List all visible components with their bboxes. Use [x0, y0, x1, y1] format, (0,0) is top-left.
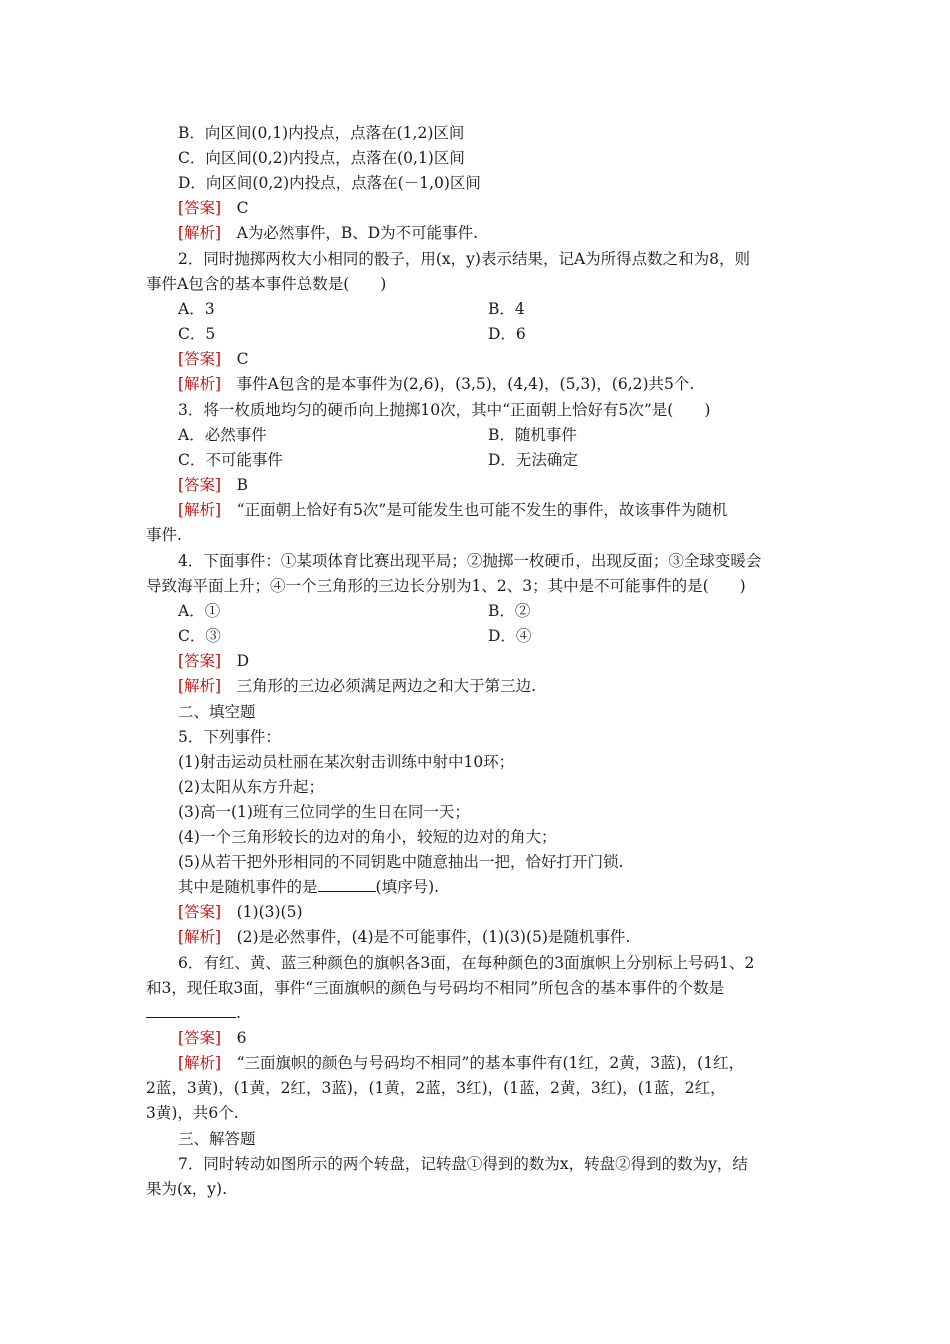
q3-option-c: C．不可能事件: [178, 451, 283, 469]
q5-item-4: (4)一个三角形较长的边对的角小，较短的边对的角大；: [178, 828, 557, 846]
analysis-text: 事件A包含的是本事件为(2,6)，(3,5)，(4,4)，(5,3)，(6,2)共5个.: [236, 375, 695, 393]
q2-option-c: C．5: [178, 325, 216, 343]
question-7-line-2: 果为(x，y).: [146, 1180, 228, 1198]
question-6-line-1: 6．有红、黄、蓝三种颜色的旗帜各3面，在每种颜色的3面旗帜上分别标上号码1、2: [178, 954, 755, 972]
q5-item-1: (1)射击运动员杜丽在某次射击训练中射中10环；: [178, 753, 515, 771]
answer-line: [178, 651, 249, 671]
analysis-text: “正面朝上恰好有5次”是可能发生也可能不发生的事件，故该事件为随机: [236, 501, 728, 519]
answer-tag: [答案]: [178, 903, 222, 921]
q4-option-d: D．④: [488, 627, 532, 645]
question-7-line-1: 7．同时转动如图所示的两个转盘，记转盘①得到的数为x，转盘②得到的数为y，结: [178, 1155, 748, 1173]
q6-period: .: [236, 1004, 241, 1022]
q5-prompt-text: 其中是随机事件的是: [178, 878, 318, 896]
answer-line: [178, 349, 249, 369]
answer-tag: [答案]: [178, 1029, 222, 1047]
answer-line: [178, 902, 303, 922]
q4-option-b: B．②: [488, 602, 531, 620]
option-b-line: B．向区间(0,1)内投点，点落在(1,2)区间: [178, 124, 465, 142]
analysis-text: A为必然事件，B、D为不可能事件.: [236, 224, 479, 242]
q4-option-a: A．①: [178, 602, 221, 620]
answer-value: B: [236, 476, 249, 494]
question-4-line-2: 导致海平面上升；④一个三角形的三边长分别为1、2、3；其中是不可能事件的是( ): [146, 577, 746, 595]
answer-tag: [答案]: [178, 199, 222, 217]
q5-item-2: (2)太阳从东方升起；: [178, 778, 324, 796]
q2-option-d: D．6: [488, 325, 526, 343]
answer-tag: [答案]: [178, 652, 222, 670]
answer-value: (1)(3)(5): [236, 903, 303, 921]
answer-blank: [318, 877, 376, 892]
analysis-text: (2)是必然事件，(4)是不可能事件，(1)(3)(5)是随机事件.: [236, 928, 631, 946]
q5-item-5: (5)从若干把外形相同的不同钥匙中随意抽出一把，恰好打开门锁.: [178, 853, 624, 871]
q3-option-b: B．随机事件: [488, 426, 577, 444]
question-2-line-1: 2．同时抛掷两枚大小相同的骰子，用(x，y)表示结果，记A为所得点数之和为8，则: [178, 250, 751, 268]
q2-option-a: A．3: [178, 300, 215, 318]
analysis-line: [178, 223, 478, 243]
analysis-tag: [解析]: [178, 677, 222, 695]
analysis-text-cont: 3黄)，共6个.: [146, 1104, 239, 1122]
answer-tag: [答案]: [178, 476, 222, 494]
answer-value: C: [236, 199, 249, 217]
answer-tag: [答案]: [178, 350, 222, 368]
analysis-line: [178, 374, 694, 394]
question-6-line-2: 和3，现任取3面，事件“三面旗帜的颜色与号码均不相同”所包含的基本事件的个数是: [146, 979, 725, 997]
analysis-line: [178, 1053, 744, 1073]
question-2-line-2: 事件A包含的基本事件总数是( ): [146, 275, 387, 293]
analysis-line: [178, 500, 727, 520]
answer-value: D: [236, 652, 250, 670]
analysis-tag: [解析]: [178, 224, 222, 242]
answer-value: 6: [236, 1029, 247, 1047]
analysis-text: 三角形的三边必须满足两边之和大于第三边.: [236, 677, 537, 695]
q2-option-b: B．4: [488, 300, 525, 318]
analysis-text-cont: 2蓝，3黄)，(1黄，2红，3蓝)，(1黄，2蓝，3红)，(1蓝，2黄，3红)，(1蓝，2红，: [146, 1079, 726, 1097]
analysis-tag: [解析]: [178, 501, 222, 519]
section-heading-solve: 三、解答题: [178, 1130, 256, 1148]
analysis-text-cont: 事件.: [146, 526, 182, 544]
q5-prompt-suffix: (填序号).: [375, 878, 440, 896]
question-6-blank-line: [146, 1003, 241, 1023]
analysis-tag: [解析]: [178, 1054, 222, 1072]
analysis-line: [178, 676, 536, 696]
answer-value: C: [236, 350, 249, 368]
analysis-tag: [解析]: [178, 375, 222, 393]
q5-item-3: (3)高一(1)班有三位同学的生日在同一天；: [178, 803, 470, 821]
q4-option-c: C．③: [178, 627, 221, 645]
answer-line: [178, 475, 248, 495]
analysis-line: [178, 927, 630, 947]
q3-option-d: D．无法确定: [488, 451, 578, 469]
analysis-tag: [解析]: [178, 928, 222, 946]
q5-prompt: [178, 877, 439, 897]
question-5-line: 5．下列事件：: [178, 728, 281, 746]
question-4-line-1: 4．下面事件：①某项体育比赛出现平局；②抛掷一枚硬币，出现反面；③全球变暖会: [178, 552, 762, 570]
section-heading-fill-in: 二、填空题: [178, 703, 256, 721]
answer-line: [178, 1028, 247, 1048]
analysis-text: “三面旗帜的颜色与号码均不相同”的基本事件有(1红，2黄，3蓝)，(1红，: [236, 1054, 745, 1072]
question-3-line: 3．将一枚质地均匀的硬币向上抛掷10次，其中“正面朝上恰好有5次”是( ): [178, 401, 711, 419]
option-c-line: C．向区间(0,2)内投点，点落在(0,1)区间: [178, 149, 465, 167]
answer-blank: [146, 1003, 236, 1018]
option-d-line: D．向区间(0,2)内投点，点落在(－1,0)区间: [178, 174, 481, 192]
answer-line: [178, 198, 249, 218]
q3-option-a: A．必然事件: [178, 426, 267, 444]
